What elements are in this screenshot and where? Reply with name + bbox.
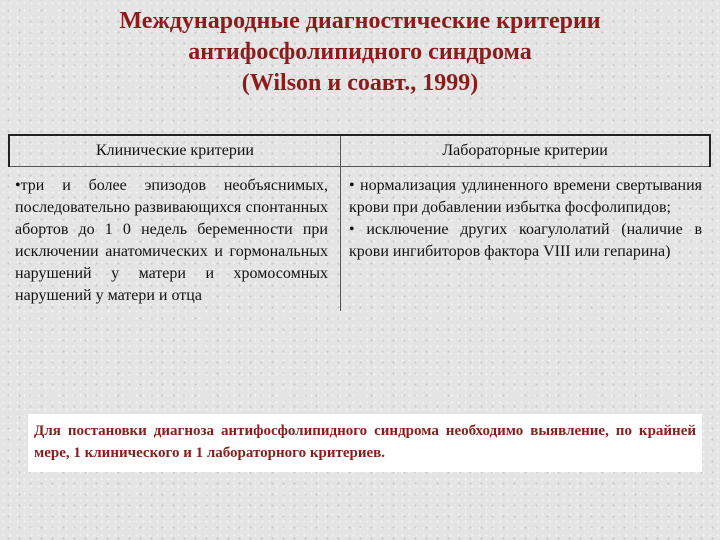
- criteria-table: [8, 134, 711, 311]
- slide-title: [60, 6, 660, 99]
- title-line-1: Международные диагностические критерии: [119, 8, 601, 34]
- diagnosis-note: Для постановки диагноза антифосфолипидного синдрома необходимо выявление, по крайней мере, 1 клинического и 1 лабораторного критериев.: [28, 414, 702, 472]
- table-row: [9, 167, 710, 312]
- title-line-2: антифосфолипидного синдрома: [188, 39, 532, 65]
- laboratory-criteria-cell: [341, 167, 711, 312]
- table-header-row: [9, 135, 710, 167]
- laboratory-criterion-2: • исключение других коагулолатий (наличие в крови ингибиторов фактора VIII или гепарина): [349, 221, 702, 260]
- clinical-criteria-header: Клинические критерии: [9, 135, 341, 167]
- title-line-3: (Wilson и соавт., 1999): [241, 70, 479, 96]
- laboratory-criterion-1: • нормализация удлиненного времени свертывания крови при добавлении избытка фосфолипидов;: [349, 177, 702, 216]
- laboratory-criteria-header: Лабораторные критерии: [341, 135, 711, 167]
- clinical-criteria-cell: •три и более эпизодов необъяснимых, последовательно развивающихся спонтанных абортов до 1 0 недель беременности при исключении анатомических и гормональных нарушений у матери и хромосомных нарушений у матери и отца: [9, 167, 341, 312]
